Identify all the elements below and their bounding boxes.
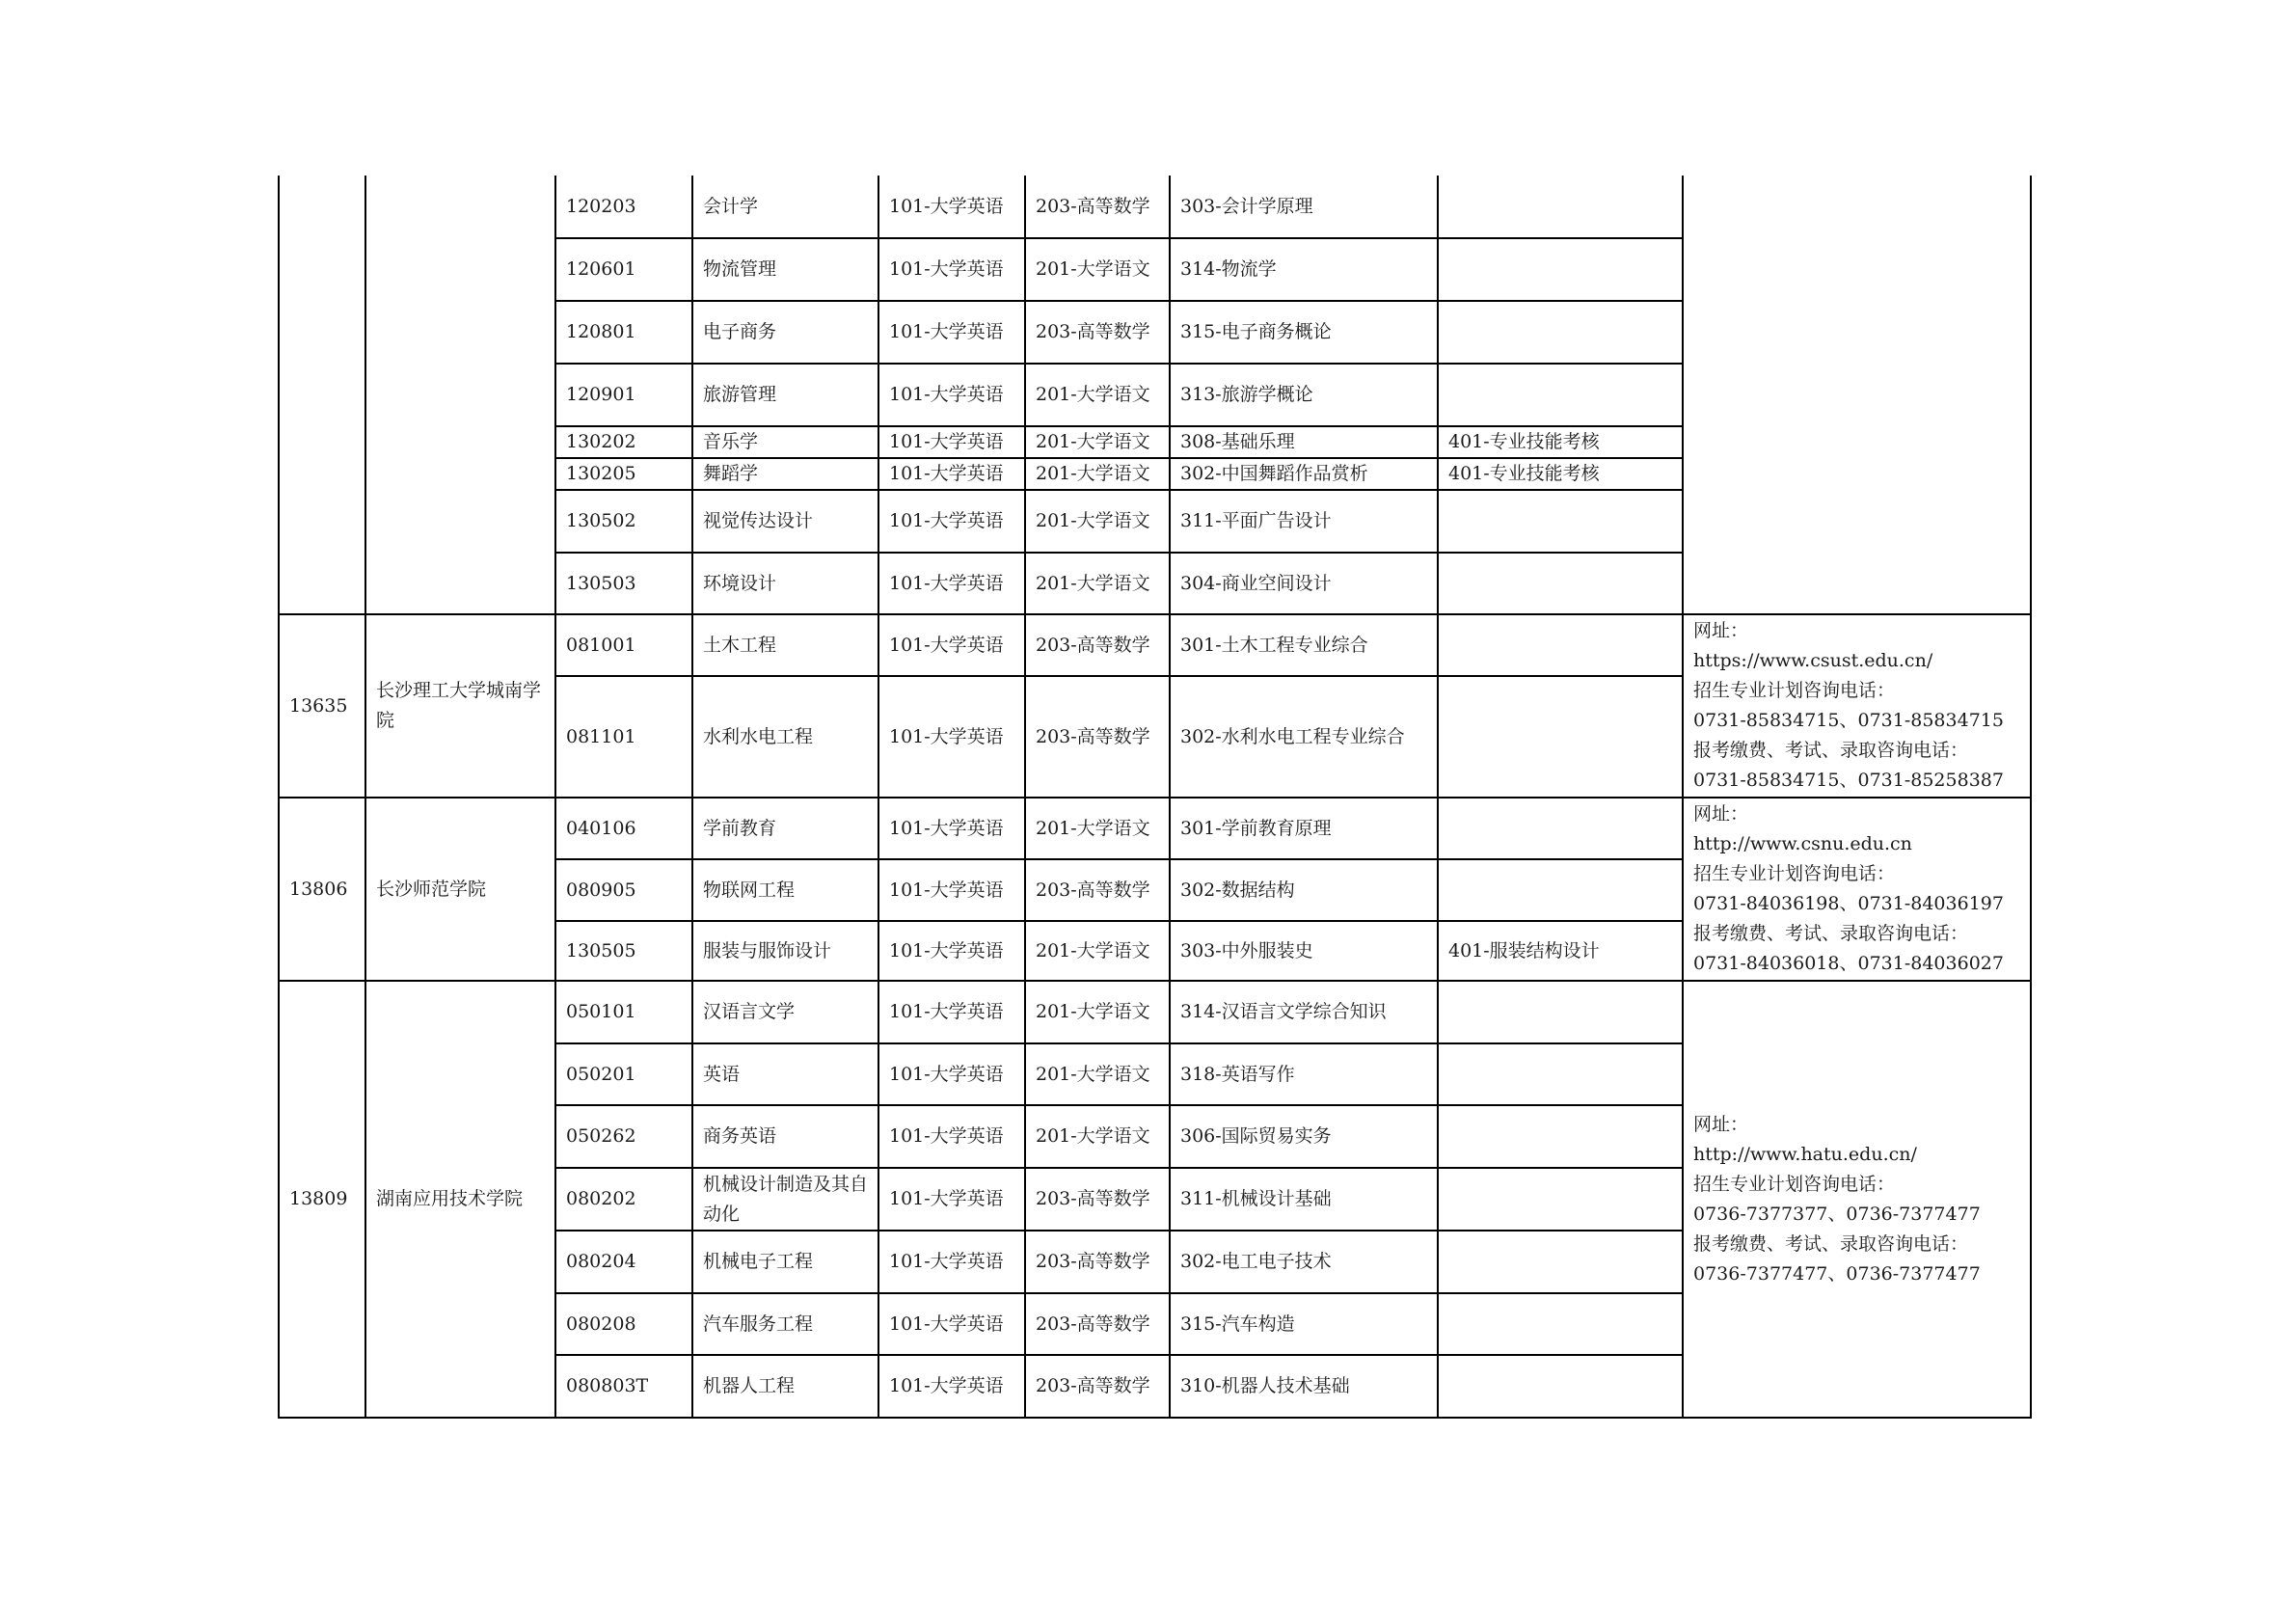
major-name-cell: 机械电子工程 (692, 1231, 878, 1293)
subject3-cell: 315-电子商务概论 (1170, 301, 1438, 364)
school-name-cell: 长沙理工大学城南学院 (365, 614, 555, 798)
major-name-cell: 视觉传达设计 (692, 490, 878, 553)
contact-label: 报考缴费、考试、录取咨询电话： (1693, 740, 1969, 761)
subject3-cell: 302-中国舞蹈作品赏析 (1170, 458, 1438, 490)
major-name-cell: 物流管理 (692, 238, 878, 301)
subject1-cell: 101-大学英语 (878, 490, 1025, 553)
subject2-cell: 201-大学语文 (1025, 553, 1170, 614)
subject1-cell: 101-大学英语 (878, 1355, 1025, 1418)
school-name-cell: 湖南应用技术学院 (365, 981, 555, 1418)
major-code-cell: 081001 (555, 614, 692, 676)
subject1-cell: 101-大学英语 (878, 458, 1025, 490)
school-name-cell: 长沙师范学院 (365, 798, 555, 981)
major-code-cell: 080204 (555, 1231, 692, 1293)
major-name-cell: 电子商务 (692, 301, 878, 364)
subject2-cell: 201-大学语文 (1025, 426, 1170, 458)
major-code-cell: 120601 (555, 238, 692, 301)
subject3-cell: 318-英语写作 (1170, 1043, 1438, 1105)
major-code-cell: 130202 (555, 426, 692, 458)
major-name-cell: 音乐学 (692, 426, 878, 458)
subject4-cell (1438, 1293, 1683, 1355)
subject3-cell: 302-电工电子技术 (1170, 1231, 1438, 1293)
subject4-cell (1438, 676, 1683, 798)
contact-label: 报考缴费、考试、录取咨询电话： (1693, 923, 1969, 944)
major-code-cell: 050201 (555, 1043, 692, 1105)
admissions-table (278, 176, 2032, 1419)
subject2-cell: 203-高等数学 (1025, 614, 1170, 676)
subject2-cell: 201-大学语文 (1025, 798, 1170, 859)
subject3-cell: 304-商业空间设计 (1170, 553, 1438, 614)
subject1-cell: 101-大学英语 (878, 1293, 1025, 1355)
subject3-cell: 311-平面广告设计 (1170, 490, 1438, 553)
contact-value: 0731-85834715、0731-85258387 (1693, 770, 2004, 791)
school-code-cell: 13635 (279, 614, 365, 798)
subject2-cell: 201-大学语文 (1025, 981, 1170, 1043)
contact-label: 报考缴费、考试、录取咨询电话： (1693, 1232, 1969, 1255)
contact-value: http://www.hatu.edu.cn/ (1693, 1143, 1917, 1165)
subject1-cell: 101-大学英语 (878, 981, 1025, 1043)
subject2-cell: 203-高等数学 (1025, 176, 1170, 238)
school-code-cell: 13809 (279, 981, 365, 1418)
subject1-cell: 101-大学英语 (878, 1168, 1025, 1231)
school-name-cell (365, 176, 555, 614)
subject1-cell: 101-大学英语 (878, 614, 1025, 676)
subject4-cell (1438, 490, 1683, 553)
subject2-cell: 203-高等数学 (1025, 1231, 1170, 1293)
table-row (279, 798, 2031, 859)
subject2-cell: 203-高等数学 (1025, 859, 1170, 921)
major-name-cell: 物联网工程 (692, 859, 878, 921)
table-body (279, 176, 2031, 1418)
subject2-cell: 203-高等数学 (1025, 1168, 1170, 1231)
major-name-cell: 学前教育 (692, 798, 878, 859)
major-name-cell: 汽车服务工程 (692, 1293, 878, 1355)
subject1-cell: 101-大学英语 (878, 364, 1025, 426)
subject4-cell (1438, 859, 1683, 921)
subject1-cell: 101-大学英语 (878, 238, 1025, 301)
subject2-cell: 203-高等数学 (1025, 1293, 1170, 1355)
subject2-cell: 201-大学语文 (1025, 1043, 1170, 1105)
major-code-cell: 120203 (555, 176, 692, 238)
major-code-cell: 080905 (555, 859, 692, 921)
subject3-cell: 302-水利水电工程专业综合 (1170, 676, 1438, 798)
subject1-cell: 101-大学英语 (878, 1231, 1025, 1293)
subject4-cell (1438, 364, 1683, 426)
table-row (279, 176, 2031, 238)
subject3-cell: 313-旅游学概论 (1170, 364, 1438, 426)
contact-value: http://www.csnu.edu.cn (1693, 833, 1912, 854)
subject2-cell: 201-大学语文 (1025, 458, 1170, 490)
subject2-cell: 203-高等数学 (1025, 676, 1170, 798)
subject1-cell: 101-大学英语 (878, 859, 1025, 921)
major-code-cell: 130503 (555, 553, 692, 614)
major-code-cell: 080803T (555, 1355, 692, 1418)
major-code-cell: 080208 (555, 1293, 692, 1355)
major-code-cell: 120801 (555, 301, 692, 364)
subject4-cell (1438, 238, 1683, 301)
subject1-cell: 101-大学英语 (878, 553, 1025, 614)
subject3-cell: 314-汉语言文学综合知识 (1170, 981, 1438, 1043)
major-code-cell: 080202 (555, 1168, 692, 1231)
major-name-cell: 汉语言文学 (692, 981, 878, 1043)
subject4-cell (1438, 176, 1683, 238)
subject2-cell: 201-大学语文 (1025, 921, 1170, 981)
table-row (279, 614, 2031, 676)
major-code-cell: 120901 (555, 364, 692, 426)
subject2-cell: 201-大学语文 (1025, 1105, 1170, 1168)
subject4-cell (1438, 1043, 1683, 1105)
major-name-cell: 机器人工程 (692, 1355, 878, 1418)
contact-label: 网址： (1693, 803, 1749, 825)
contact-cell (1683, 798, 2031, 981)
subject1-cell: 101-大学英语 (878, 676, 1025, 798)
contact-value: 0731-85834715、0731-85834715 (1693, 710, 2004, 731)
contact-cell (1683, 614, 2031, 798)
major-name-cell: 英语 (692, 1043, 878, 1105)
school-code-cell (279, 176, 365, 614)
subject3-cell: 301-土木工程专业综合 (1170, 614, 1438, 676)
subject4-cell (1438, 1168, 1683, 1231)
subject4-cell (1438, 981, 1683, 1043)
subject4-cell (1438, 553, 1683, 614)
subject1-cell: 101-大学英语 (878, 301, 1025, 364)
subject3-cell: 314-物流学 (1170, 238, 1438, 301)
subject1-cell: 101-大学英语 (878, 176, 1025, 238)
major-name-cell: 服装与服饰设计 (692, 921, 878, 981)
major-name-cell: 机械设计制造及其自动化 (692, 1168, 878, 1231)
subject4-cell (1438, 614, 1683, 676)
subject3-cell: 303-会计学原理 (1170, 176, 1438, 238)
subject1-cell: 101-大学英语 (878, 426, 1025, 458)
subject4-cell (1438, 1105, 1683, 1168)
subject4-cell (1438, 301, 1683, 364)
subject3-cell: 302-数据结构 (1170, 859, 1438, 921)
major-name-cell: 水利水电工程 (692, 676, 878, 798)
subject2-cell: 201-大学语文 (1025, 364, 1170, 426)
subject3-cell: 311-机械设计基础 (1170, 1168, 1438, 1231)
subject2-cell: 203-高等数学 (1025, 1355, 1170, 1418)
subject3-cell: 303-中外服装史 (1170, 921, 1438, 981)
subject1-cell: 101-大学英语 (878, 921, 1025, 981)
contact-label: 招生专业计划咨询电话： (1693, 1173, 1896, 1195)
major-code-cell: 040106 (555, 798, 692, 859)
subject4-cell: 401-专业技能考核 (1438, 426, 1683, 458)
major-code-cell: 050101 (555, 981, 692, 1043)
subject2-cell: 203-高等数学 (1025, 301, 1170, 364)
major-name-cell: 会计学 (692, 176, 878, 238)
subject4-cell: 401-服装结构设计 (1438, 921, 1683, 981)
subject3-cell: 315-汽车构造 (1170, 1293, 1438, 1355)
contact-value: 0736-7377377、0736-7377477 (1693, 1203, 1981, 1225)
major-code-cell: 130505 (555, 921, 692, 981)
subject2-cell: 201-大学语文 (1025, 238, 1170, 301)
subject2-cell: 201-大学语文 (1025, 490, 1170, 553)
contact-value: 0736-7377477、0736-7377477 (1693, 1262, 1981, 1285)
major-name-cell: 舞蹈学 (692, 458, 878, 490)
subject4-cell: 401-专业技能考核 (1438, 458, 1683, 490)
major-code-cell: 130205 (555, 458, 692, 490)
subject4-cell (1438, 1231, 1683, 1293)
table-row (279, 981, 2031, 1043)
contact-label: 网址： (1693, 1113, 1749, 1135)
major-name-cell: 商务英语 (692, 1105, 878, 1168)
contact-label: 招生专业计划咨询电话： (1693, 863, 1896, 884)
subject1-cell: 101-大学英语 (878, 1105, 1025, 1168)
major-code-cell: 081101 (555, 676, 692, 798)
subject1-cell: 101-大学英语 (878, 1043, 1025, 1105)
major-code-cell: 050262 (555, 1105, 692, 1168)
subject3-cell: 306-国际贸易实务 (1170, 1105, 1438, 1168)
subject1-cell: 101-大学英语 (878, 798, 1025, 859)
contact-cell (1683, 981, 2031, 1418)
contact-value: https://www.csust.edu.cn/ (1693, 650, 1933, 671)
contact-label: 招生专业计划咨询电话： (1693, 680, 1896, 701)
subject3-cell: 301-学前教育原理 (1170, 798, 1438, 859)
major-name-cell: 旅游管理 (692, 364, 878, 426)
subject3-cell: 308-基础乐理 (1170, 426, 1438, 458)
subject3-cell: 310-机器人技术基础 (1170, 1355, 1438, 1418)
contact-label: 网址： (1693, 620, 1749, 641)
major-name-cell: 环境设计 (692, 553, 878, 614)
contact-value: 0731-84036198、0731-84036197 (1693, 893, 2004, 914)
major-name-cell: 土木工程 (692, 614, 878, 676)
contact-cell (1683, 176, 2031, 614)
school-code-cell: 13806 (279, 798, 365, 981)
subject4-cell (1438, 798, 1683, 859)
major-code-cell: 130502 (555, 490, 692, 553)
contact-value: 0731-84036018、0731-84036027 (1693, 953, 2004, 974)
subject4-cell (1438, 1355, 1683, 1418)
